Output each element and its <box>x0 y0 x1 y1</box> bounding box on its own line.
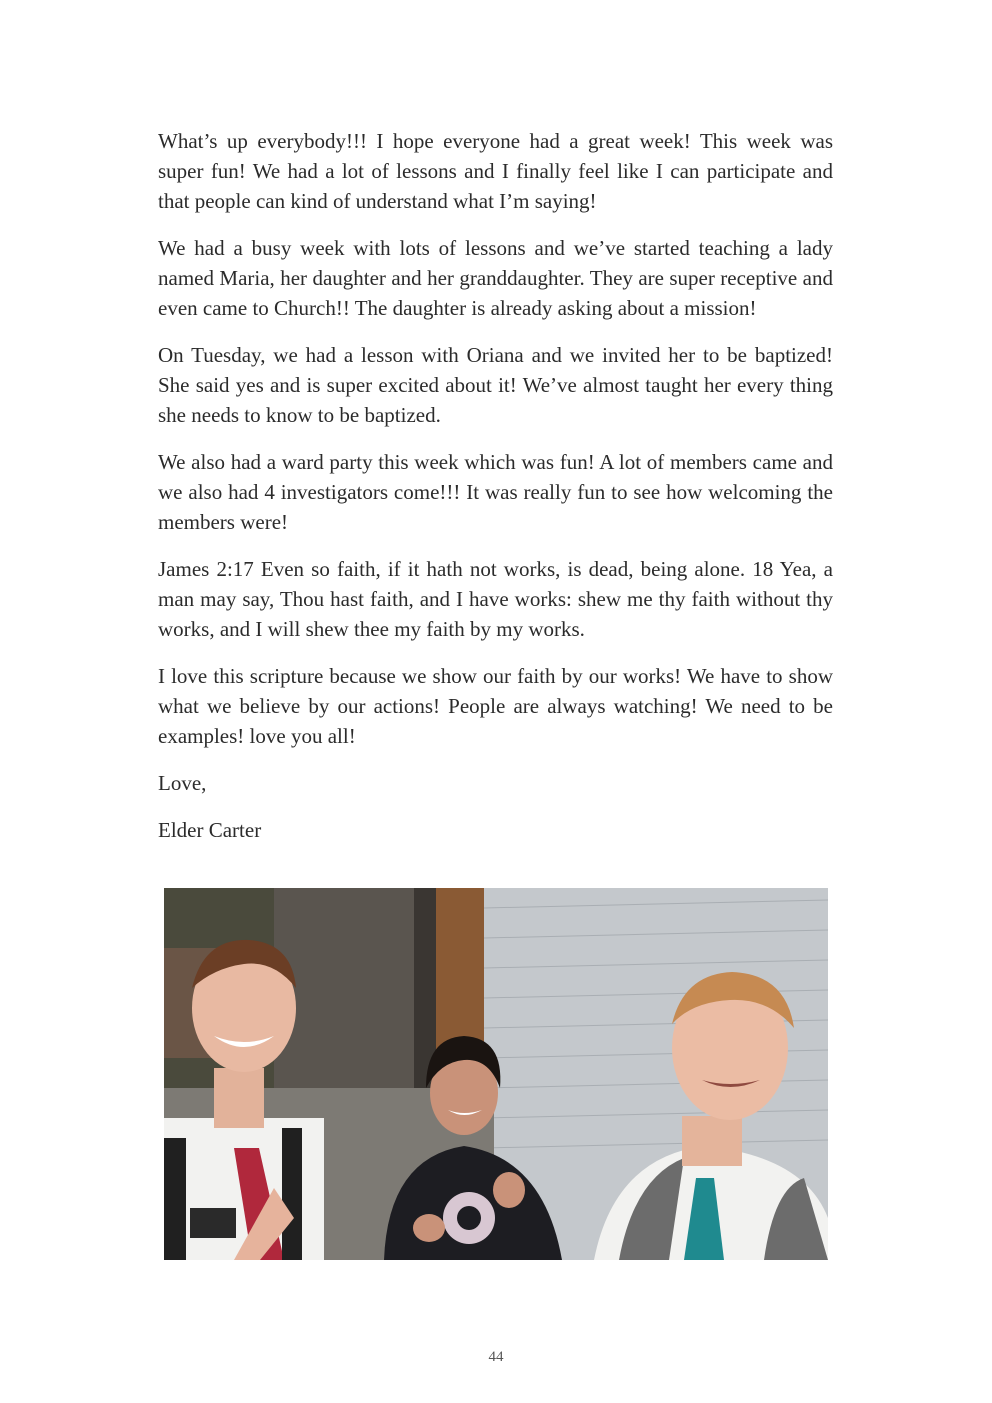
paragraph-greeting: What’s up everybody!!! I hope everyone had a great week! This week was super fun! We had a lot of lessons and I finally feel like I can participate and that people can kind of understand what I’m saying! <box>158 129 833 213</box>
page-number: 44 <box>488 1349 504 1365</box>
closing: Love, <box>158 771 207 795</box>
signature: Elder Carter <box>158 818 262 842</box>
paragraph-ward-party: We also had a ward party this week which was fun! A lot of members came and we also had 4 investigators come!!! It was really fun to see how welcoming the members were! <box>158 450 833 534</box>
group-selfie-photo <box>164 888 828 1260</box>
paragraph-maria-lessons: We had a busy week with lots of lessons and we’ve started teaching a lady named Maria, her daughter and her granddaughter. They are super receptive and even came to Church!! The daughter is already asking about a mission! <box>158 236 833 320</box>
paragraph-reflection: I love this scripture because we show our faith by our works! We have to show what we believe by our actions! People are always watching! We need to be examples! love you all! <box>158 664 833 748</box>
letter-body <box>158 126 833 862</box>
photo-illustration <box>164 888 828 1260</box>
paragraph-scripture: James 2:17 Even so faith, if it hath not works, is dead, being alone. 18 Yea, a man may say, Thou hast faith, and I have works: shew me thy faith without thy works, and I will shew thee my faith by my works. <box>158 557 833 641</box>
paragraph-oriana-baptism: On Tuesday, we had a lesson with Oriana and we invited her to be baptized! She said yes and is super excited about it! We’ve almost taught her every thing she needs to know to be baptized. <box>158 343 833 427</box>
